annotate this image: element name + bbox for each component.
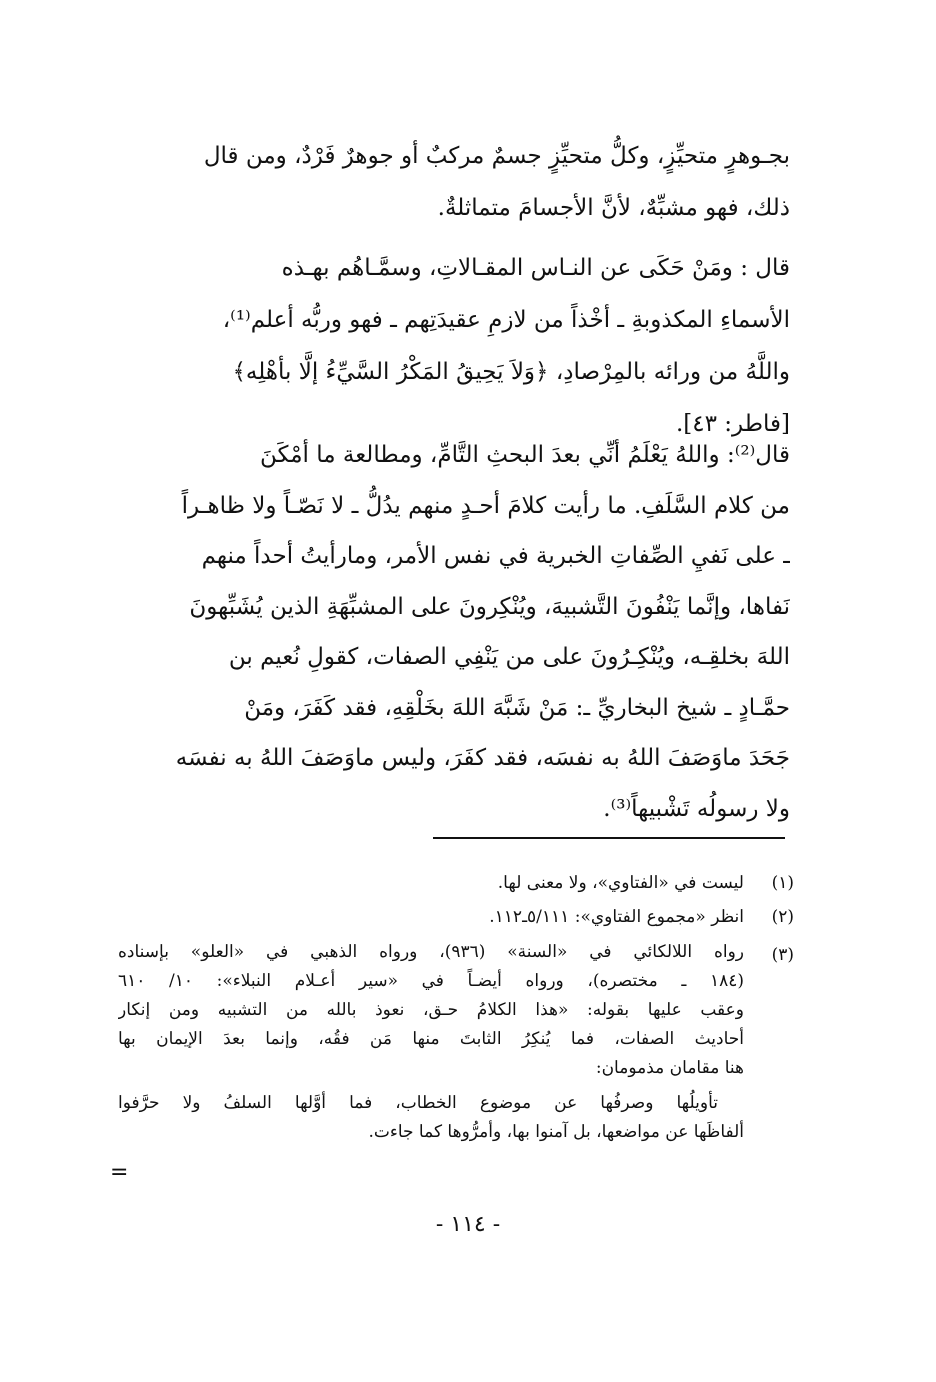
footnote-text: تأويلُها وصرفُها عن موضوع الخطاب، فما أوَّلها السلفُ ولا حرَّفوا	[118, 1093, 718, 1113]
footnote-text: (١٨٤ ـ مختصره)، ورواه أيضـاً في «سير أعـلام النبلاء»: ١٠/ ٦١٠	[118, 971, 744, 991]
text-line: ولا رسولُه تَشْبيهاً⁽³⁾.	[603, 795, 790, 822]
paragraph-1	[118, 130, 790, 234]
continuation-mark: =	[110, 1160, 129, 1185]
footnotes	[118, 866, 794, 1147]
text-line: [فاطر: ٤٣].	[675, 411, 790, 437]
footnote-number: (٢)	[771, 907, 794, 927]
footnote-1	[118, 866, 794, 900]
text-line: بجـوهرٍ متحيِّزٍ، وكلُّ متحيِّزٍ جسمٌ مركبٌ أو جوهرٌ فَرْدٌ، ومن قال	[203, 143, 790, 169]
text-line: واللَّهُ من ورائه بالمِرْصادِ، ﴿وَلاَ يَحِيقُ المَكْرُ السَّيِّءُ إلَّا بأهْلِه﴾	[232, 359, 790, 385]
paragraph-3	[118, 430, 790, 834]
text-line: ـ على نَفيِ الصِّفاتِ الخبرية في نفس الأمر، ومارأيتُ أحداً منهم	[201, 543, 790, 569]
footnote-text: ألفاظَها عن مواضعها، بل آمنوا بها، وأمرُّوها كما جاءت.	[368, 1122, 744, 1142]
footnote-text: أحاديث الصفات، فما يُنكِرُ الثابتَ منها مَن فقُه، وإنما بعدَ الإيمان بها	[118, 1029, 744, 1049]
footnote-text: انظر «مجموع الفتاوي»: ٥/١١١ـ١١٢.	[489, 907, 744, 927]
footnote-text: وعقب عليها بقوله: «هذا الكلامُ حـق، نعوذ بالله من التشبيه ومن إنكار	[118, 1000, 744, 1020]
page-number: - ١١٤ -	[435, 1212, 501, 1237]
text-line: من كلام السَّلَفِ. ما رأيت كلامَ أحـدٍ منهم يدُلُّ ـ لا نَصّـاً ولا ظاهـراً	[181, 492, 790, 519]
footnote-text: ليست في «الفتاوي»، ولا معنى لها.	[497, 873, 744, 893]
paragraph-2	[118, 242, 790, 450]
footnote-number: (٣)	[771, 945, 794, 965]
footnote-2	[118, 900, 794, 934]
text-line: نَفاها، وإنَّما يَنْفُونَ التَّشبيهَ، ويُنْكِرونَ على المشبِّهَةِ الذين يُشَبِّهونَ	[189, 593, 790, 620]
text-line: حمَّـادٍ ـ شيخ البخاريِّ ـ: مَنْ شَبَّهَ اللهَ بخَلْقِهِ، فقد كَفَرَ، ومَنْ	[244, 694, 790, 721]
footnote-text: رواه اللالكائي في «السنة» (٩٣٦)، ورواه الذهبي في «العلو» بإسناده	[118, 942, 744, 962]
footnote-text: هنا مقامان مذمومان:	[595, 1058, 744, 1078]
footnote-separator	[433, 837, 785, 839]
text-line: الأسماءِ المكذوبةِ ـ أخْذاً من لازمِ عقيدَتِهم ـ فهو وربُّه أعلم⁽¹⁾،	[222, 307, 790, 333]
text-line: ذلك، فهو مشبِّهٌ، لأنَّ الأجسامَ متماثلةٌ.	[437, 195, 790, 221]
text-line: جَحَدَ ماوَصَفَ اللهُ به نفسَه، فقد كفَرَ، وليس ماوَصَفَ اللهُ به نفسَه	[175, 745, 790, 771]
text-line: قال⁽²⁾: واللهُ يَعْلَمُ أنِّي بعدَ البحثِ التَّامِّ، ومطالعة ما أمْكَنَ	[260, 442, 790, 468]
footnote-3	[118, 938, 794, 1147]
text-line: قال : ومَنْ حَكَى عن النـاس المقـالاتِ، وسمَّـاهُم بهـذه	[281, 255, 790, 281]
footnote-number: (١)	[771, 873, 794, 893]
footnote-quote	[118, 1089, 744, 1147]
text-line: اللهَ بخلقِـه، ويُنْكِـرُونَ على من يَنْفِي الصفات، كقولِ نُعيم بن	[228, 644, 790, 670]
